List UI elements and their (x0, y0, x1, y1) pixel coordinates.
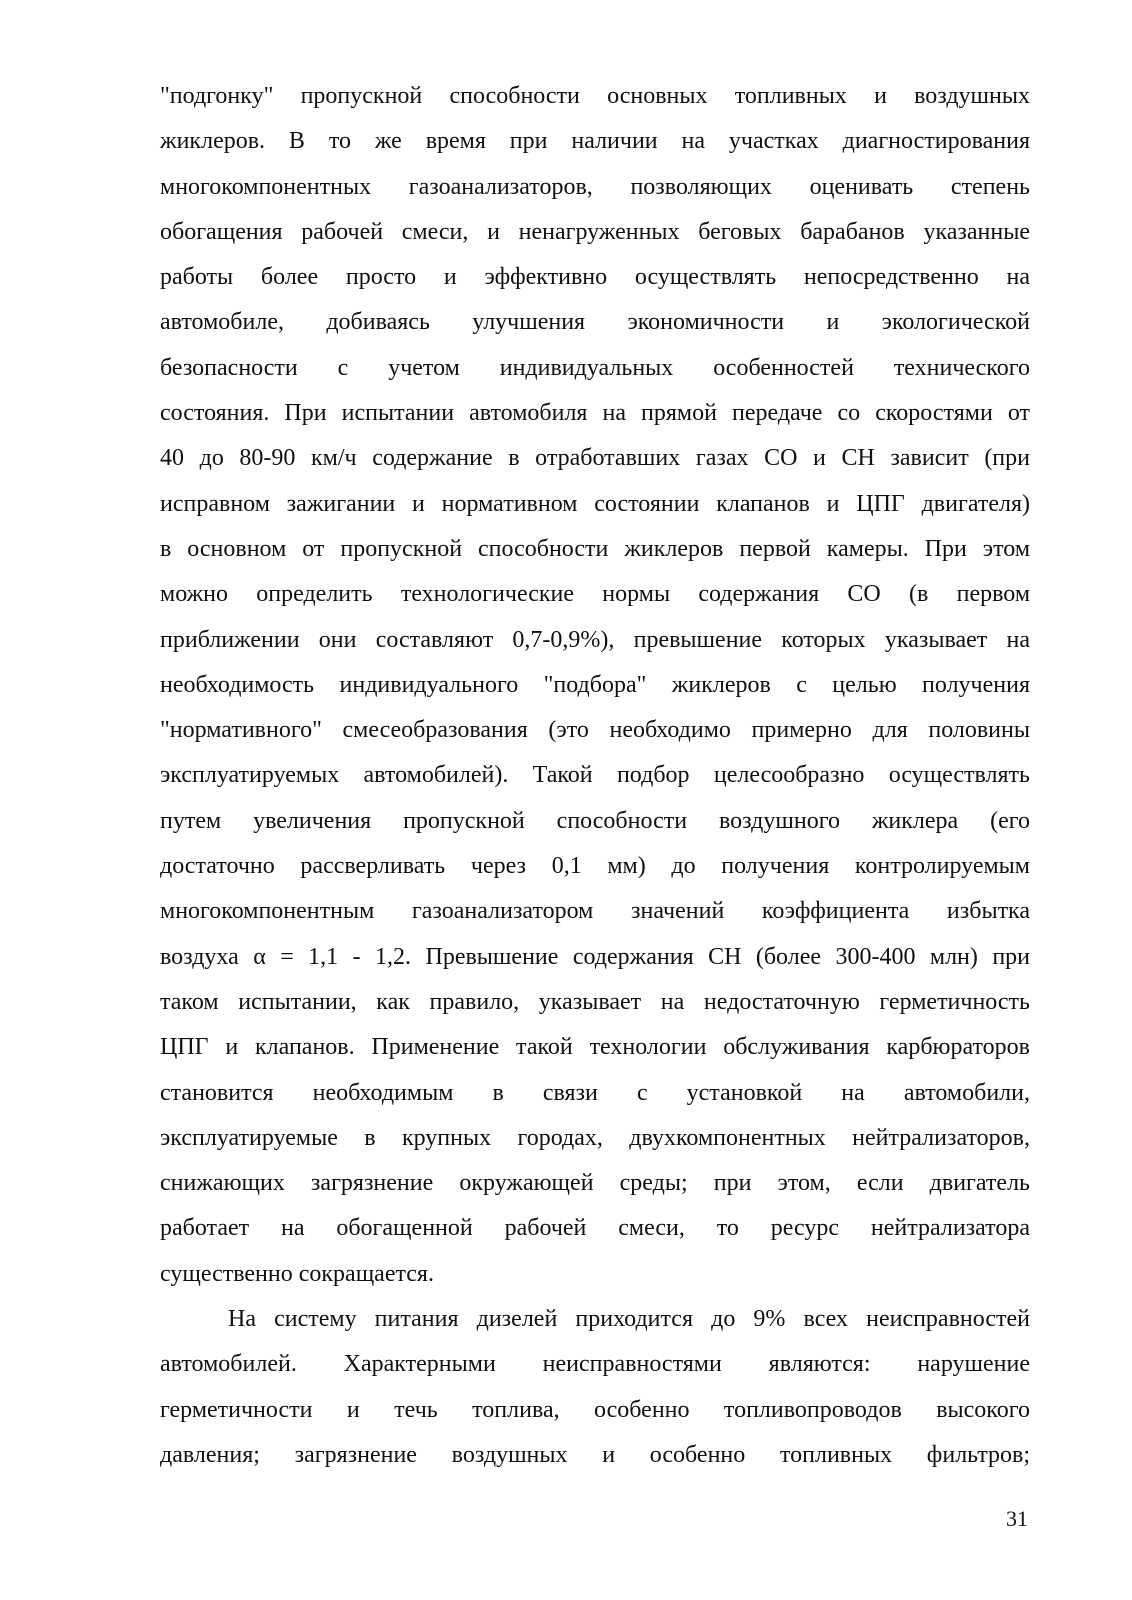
text-line: исправном зажигании и нормативном состоянии клапанов и ЦПГ двигателя) (160, 490, 1030, 517)
text-line: "подгонку" пропускной способности основных топливных и воздушных (160, 83, 1030, 109)
page-number: 31 (1006, 1506, 1028, 1531)
text-line: существенно сокращается. (160, 1260, 434, 1287)
text-line: можно определить технологические нормы содержания СО (в первом (160, 581, 1030, 608)
text-line: путем увеличения пропускной способности воздушного жиклера (его (160, 807, 1030, 834)
text-line: безопасности с учетом индивидуальных особенностей технического (160, 354, 1030, 381)
text-line: герметичности и течь топлива, особенно топливопроводов высокого (160, 1396, 1030, 1423)
text-line: эксплуатируемые в крупных городах, двухкомпонентных нейтрализаторов, (160, 1124, 1030, 1151)
body-text (160, 74, 1030, 1478)
text-line: приближении они составляют 0,7-0,9%), превышение которых указывает на (160, 626, 1030, 653)
text-line: ЦПГ и клапанов. Применение такой технологии обслуживания карбюраторов (160, 1034, 1030, 1061)
text-line: состояния. При испытании автомобиля на прямой передаче со скоростями от (160, 400, 1030, 427)
text-line: таком испытании, как правило, указывает на недостаточную герметичность (160, 988, 1030, 1015)
text-line: жиклеров. В то же время при наличии на участках диагностирования (160, 128, 1030, 155)
text-line: становится необходимым в связи с установкой на автомобили, (160, 1079, 1030, 1106)
paragraph (160, 74, 1030, 1297)
text-line: автомобиле, добиваясь улучшения экономичности и экологической (160, 309, 1030, 336)
text-line: необходимость индивидуального "подбора" жиклеров с целью получения (160, 671, 1030, 698)
text-line: работы более просто и эффективно осуществлять непосредственно на (160, 264, 1030, 291)
text-line: работает на обогащенной рабочей смеси, то ресурс нейтрализатора (160, 1215, 1030, 1242)
paragraph (160, 1297, 1030, 1478)
text-line: в основном от пропускной способности жиклеров первой камеры. При этом (160, 535, 1030, 562)
text-line: эксплуатируемых автомобилей). Такой подбор целесообразно осуществлять (160, 762, 1030, 789)
text-line: многокомпонентным газоанализатором значений коэффициента избытка (160, 898, 1030, 925)
text-line: снижающих загрязнение окружающей среды; при этом, если двигатель (160, 1170, 1030, 1197)
text-line: обогащения рабочей смеси, и ненагруженных беговых барабанов указанные (160, 218, 1030, 245)
text-line: На систему питания дизелей приходится до 9% всех неисправностей (228, 1306, 1030, 1333)
text-line: достаточно рассверливать через 0,1 мм) до получения контролируемым (160, 853, 1030, 880)
text-line: 40 до 80-90 км/ч содержание в отработавших газах СО и СН зависит (при (160, 445, 1030, 472)
text-line: воздуха α = 1,1 - 1,2. Превышение содержания СН (более 300-400 млн) при (160, 943, 1030, 970)
text-line: автомобилей. Характерными неисправностями являются: нарушение (160, 1351, 1030, 1378)
text-line: "нормативного" смесеобразования (это необходимо примерно для половины (160, 717, 1030, 744)
text-line: давления; загрязнение воздушных и особенно топливных фильтров; (160, 1441, 1030, 1468)
text-line: многокомпонентных газоанализаторов, позволяющих оценивать степень (160, 173, 1030, 200)
